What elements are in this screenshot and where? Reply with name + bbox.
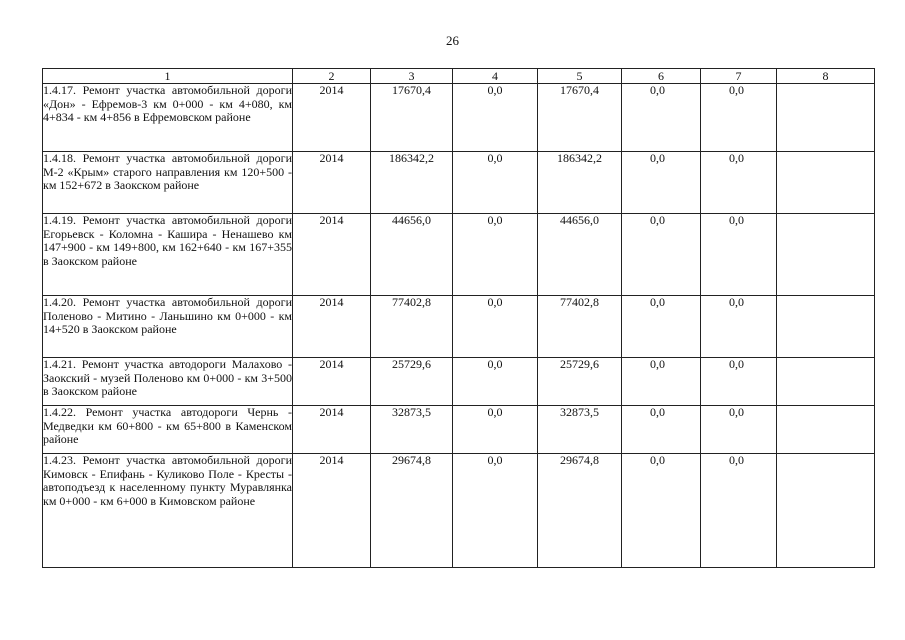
value-cell: 0,0 — [453, 214, 538, 296]
row-description: 1.4.18. Ремонт участка автомобильной дороги М-2 «Крым» старого направления км 120+500 - км 152+672 в Заокском районе — [43, 152, 293, 214]
year-cell: 2014 — [293, 84, 371, 152]
value-cell: 0,0 — [701, 296, 777, 358]
row-description: 1.4.19. Ремонт участка автомобильной дороги Егорьевск - Коломна - Кашира - Ненашево км 147+900 - км 149+800, км 162+640 - км 167+355 в Заокском районе — [43, 214, 293, 296]
col-header-2: 2 — [293, 69, 371, 84]
value-cell: 0,0 — [453, 406, 538, 454]
value-cell: 0,0 — [622, 454, 701, 568]
value-cell: 44656,0 — [538, 214, 622, 296]
header-row — [43, 69, 875, 84]
value-cell: 0,0 — [701, 406, 777, 454]
total-cell: 25729,6 — [371, 358, 453, 406]
col-header-5: 5 — [538, 69, 622, 84]
col-header-8: 8 — [777, 69, 875, 84]
value-cell: 0,0 — [622, 296, 701, 358]
year-cell: 2014 — [293, 152, 371, 214]
row-description: 1.4.21. Ремонт участка автодороги Малахово - Заокский - музей Поленово км 0+000 - км 3+500 в Заокском районе — [43, 358, 293, 406]
col-header-6: 6 — [622, 69, 701, 84]
value-cell: 0,0 — [622, 84, 701, 152]
budget-table — [42, 68, 875, 568]
empty-cell — [777, 84, 875, 152]
total-cell: 77402,8 — [371, 296, 453, 358]
value-cell: 0,0 — [453, 152, 538, 214]
table-row — [43, 296, 875, 358]
page-number: 26 — [446, 33, 459, 48]
table-row — [43, 358, 875, 406]
table-row — [43, 406, 875, 454]
empty-cell — [777, 454, 875, 568]
total-cell: 17670,4 — [371, 84, 453, 152]
value-cell: 0,0 — [453, 454, 538, 568]
value-cell: 0,0 — [701, 214, 777, 296]
value-cell: 0,0 — [701, 454, 777, 568]
value-cell: 0,0 — [453, 84, 538, 152]
empty-cell — [777, 358, 875, 406]
col-header-1: 1 — [43, 69, 293, 84]
total-cell: 32873,5 — [371, 406, 453, 454]
value-cell: 77402,8 — [538, 296, 622, 358]
value-cell: 0,0 — [622, 358, 701, 406]
value-cell: 0,0 — [701, 358, 777, 406]
total-cell: 44656,0 — [371, 214, 453, 296]
empty-cell — [777, 296, 875, 358]
value-cell: 0,0 — [622, 214, 701, 296]
table-row — [43, 454, 875, 568]
value-cell: 32873,5 — [538, 406, 622, 454]
value-cell: 25729,6 — [538, 358, 622, 406]
value-cell: 0,0 — [622, 406, 701, 454]
value-cell: 0,0 — [622, 152, 701, 214]
year-cell: 2014 — [293, 296, 371, 358]
value-cell: 0,0 — [453, 358, 538, 406]
row-description: 1.4.22. Ремонт участка автодороги Чернь - Медведки км 60+800 - км 65+800 в Каменском районе — [43, 406, 293, 454]
row-description: 1.4.23. Ремонт участка автомобильной дороги Кимовск - Епифань - Куликово Поле - Кресты - автоподъезд к населенному пункту Муравлянка км 0+000 - км 6+000 в Кимовском районе — [43, 454, 293, 568]
row-description: 1.4.17. Ремонт участка автомобильной дороги «Дон» - Ефремов-3 км 0+000 - км 4+080, км 4+834 - км 4+856 в Ефремовском районе — [43, 84, 293, 152]
value-cell: 0,0 — [701, 84, 777, 152]
value-cell: 17670,4 — [538, 84, 622, 152]
total-cell: 186342,2 — [371, 152, 453, 214]
year-cell: 2014 — [293, 406, 371, 454]
row-description: 1.4.20. Ремонт участка автомобильной дороги Поленово - Митино - Ланьшино км 0+000 - км 14+520 в Заокском районе — [43, 296, 293, 358]
year-cell: 2014 — [293, 358, 371, 406]
table-row — [43, 84, 875, 152]
col-header-3: 3 — [371, 69, 453, 84]
value-cell: 0,0 — [701, 152, 777, 214]
year-cell: 2014 — [293, 214, 371, 296]
col-header-4: 4 — [453, 69, 538, 84]
col-header-7: 7 — [701, 69, 777, 84]
value-cell: 29674,8 — [538, 454, 622, 568]
table-row — [43, 152, 875, 214]
table-row — [43, 214, 875, 296]
empty-cell — [777, 406, 875, 454]
total-cell: 29674,8 — [371, 454, 453, 568]
empty-cell — [777, 152, 875, 214]
value-cell: 186342,2 — [538, 152, 622, 214]
year-cell: 2014 — [293, 454, 371, 568]
value-cell: 0,0 — [453, 296, 538, 358]
empty-cell — [777, 214, 875, 296]
